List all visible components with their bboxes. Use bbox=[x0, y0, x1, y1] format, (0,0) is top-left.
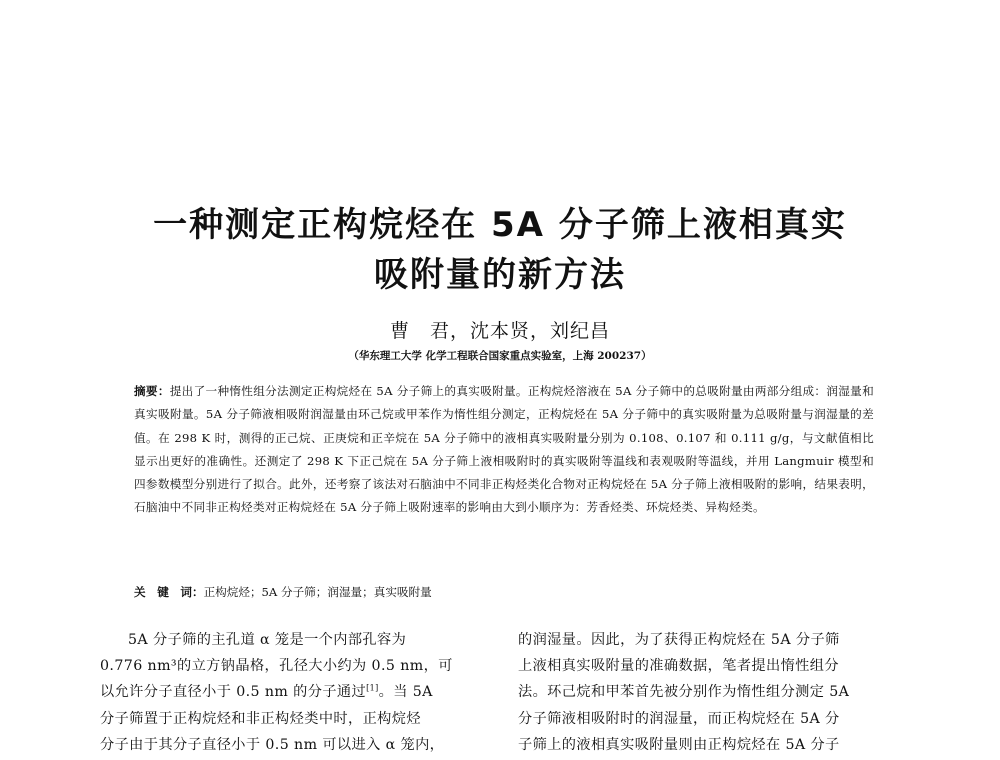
citation-ref[interactable]: [1] bbox=[366, 683, 379, 693]
affiliation: （华东理工大学 化学工程联合国家重点实验室，上海 200237） bbox=[348, 350, 652, 362]
body-left-line-with-citation bbox=[100, 679, 486, 705]
body-right-line: 上液相真实吸附量的准确数据，笔者提出惰性组分 bbox=[518, 658, 839, 675]
authors: 曹 君，沈本贤，刘纪昌 bbox=[389, 320, 610, 342]
body-left-line: 分子筛置于正构烷烃和非正构烃类中时，正构烷烃 bbox=[100, 710, 421, 727]
body-right-line: 法。环己烷和甲苯首先被分别作为惰性组分测定 5A bbox=[518, 684, 850, 701]
keywords-text: 正构烷烃；5A 分子筛；润湿量；真实吸附量 bbox=[203, 585, 432, 599]
abstract-label: 摘要： bbox=[134, 384, 170, 398]
abstract bbox=[134, 380, 874, 520]
paper-title-line-1: 一种测定正构烷烃在 5A 分子筛上液相真实 bbox=[153, 205, 847, 245]
keywords bbox=[134, 584, 874, 600]
body-left-line: 分子由于其分子直径小于 0.5 nm 可以进入 α 笼内， bbox=[100, 736, 445, 753]
body-right-line: 分子筛液相吸附时的润湿量，而正构烷烃在 5A 分 bbox=[518, 710, 840, 727]
body-right-line: 的润湿量。因此，为了获得正构烷烃在 5A 分子筛 bbox=[518, 632, 840, 648]
paper-title-line-2: 吸附量的新方法 bbox=[374, 255, 626, 295]
body-right-line: 子筛上的液相真实吸附量则由正构烷烃在 5A 分子 bbox=[518, 736, 840, 753]
abstract-text: 提出了一种惰性组分法测定正构烷烃在 5A 分子筛上的真实吸附量。正构烷烃溶液在 5A 分子筛中的总吸附量由两部分组成：润湿量和真实吸附量。5A 分子筛液相吸附润湿量由环己烷或甲苯作为惰性组分测定，正构烷烃在 5A 分子筛中的真实吸附量为总吸附量与润湿量的差值。在 298 K 时，测得的正己烷、正庚烷和正辛烷在 5A 分子筛中的液相真实吸附量分别为 0.108、0.107 和 0.111 g/g，与文献值相比显示出更好的准确性。还测定了 298 K 下正己烷在 5A 分子筛上液相吸附时的真实吸附等温线和表观吸附等温线，并用 Langmuir 模型和四参数模型分别进行了拟合。此外，还考察了该法对石脑油中不同非正构烃类化合物对正构烷烃在 5A 分子筛上液相吸附的影响，结果表明，石脑油中不同非正构烃类对正构烷烃在 5A 分子筛上吸附速率的影响由大到小顺序为：芳香烃类、环烷烃类、异构烃类。 bbox=[134, 384, 874, 515]
body-column-left bbox=[100, 627, 486, 758]
body-column-right bbox=[518, 627, 904, 758]
body-left-line-text: 以允许分子直径小于 0.5 nm 的分子通过 bbox=[100, 684, 367, 701]
keywords-label: 关 键 词： bbox=[134, 585, 204, 599]
body-left-line-tail: 。当 5A bbox=[378, 684, 433, 701]
body-left-line: 0.776 nm³的立方钠晶格，孔径大小约为 0.5 nm，可 bbox=[100, 658, 453, 675]
body-left-line: 5A 分子筛的主孔道 α 笼是一个内部孔容为 bbox=[128, 632, 407, 648]
